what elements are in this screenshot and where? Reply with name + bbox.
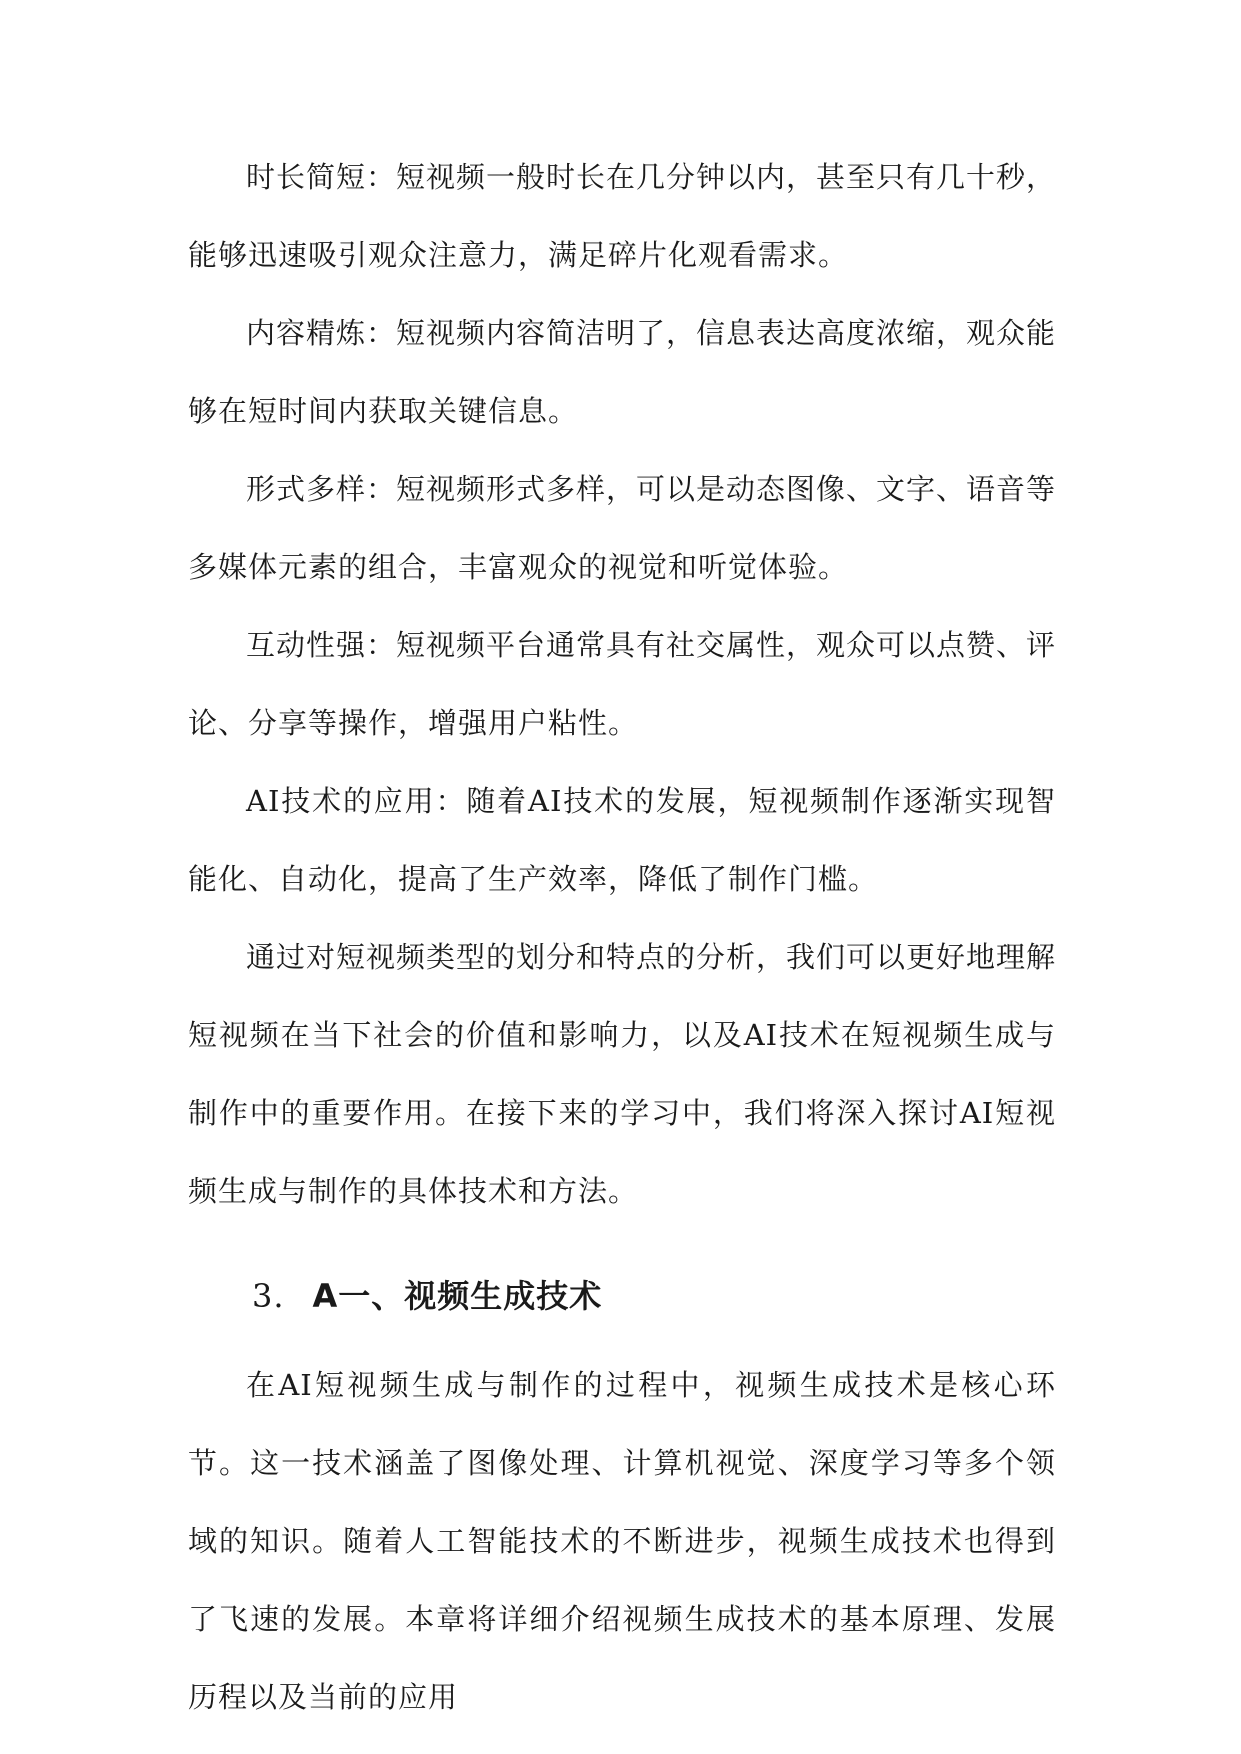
paragraph-summary: 通过对短视频类型的划分和特点的分析，我们可以更好地理解短视频在当下社会的价值和影响力，以及AI技术在短视频生成与制作中的重要作用。在接下来的学习中，我们将深入探讨AI短视频生成与制作的具体技术和方法。 <box>188 940 1057 1208</box>
document-body <box>188 138 1056 1736</box>
section-heading <box>188 1268 1056 1324</box>
section-title: A一、视频生成技术 <box>312 1277 603 1315</box>
paragraph-interaction: 互动性强：短视频平台通常具有社交属性，观众可以点赞、评论、分享等操作，增强用户粘性。 <box>188 628 1057 740</box>
paragraph-duration: 时长简短：短视频一般时长在几分钟以内，甚至只有几十秒，能够迅速吸引观众注意力，满足碎片化观看需求。 <box>188 160 1057 272</box>
paragraph-content: 内容精炼：短视频内容简洁明了，信息表达高度浓缩，观众能够在短时间内获取关键信息。 <box>188 316 1057 428</box>
paragraph-video-generation-intro: 在AI短视频生成与制作的过程中，视频生成技术是核心环节。这一技术涵盖了图像处理、计算机视觉、深度学习等多个领域的知识。随着人工智能技术的不断进步，视频生成技术也得到了飞速的发展。本章将详细介绍视频生成技术的基本原理、发展历程以及当前的应用 <box>188 1368 1056 1714</box>
paragraph-ai-application: AI技术的应用：随着AI技术的发展，短视频制作逐渐实现智能化、自动化，提高了生产效率，降低了制作门槛。 <box>188 784 1056 896</box>
paragraph-format: 形式多样：短视频形式多样，可以是动态图像、文字、语音等多媒体元素的组合，丰富观众的视觉和听觉体验。 <box>188 472 1057 584</box>
section-number: 3. <box>252 1277 285 1315</box>
